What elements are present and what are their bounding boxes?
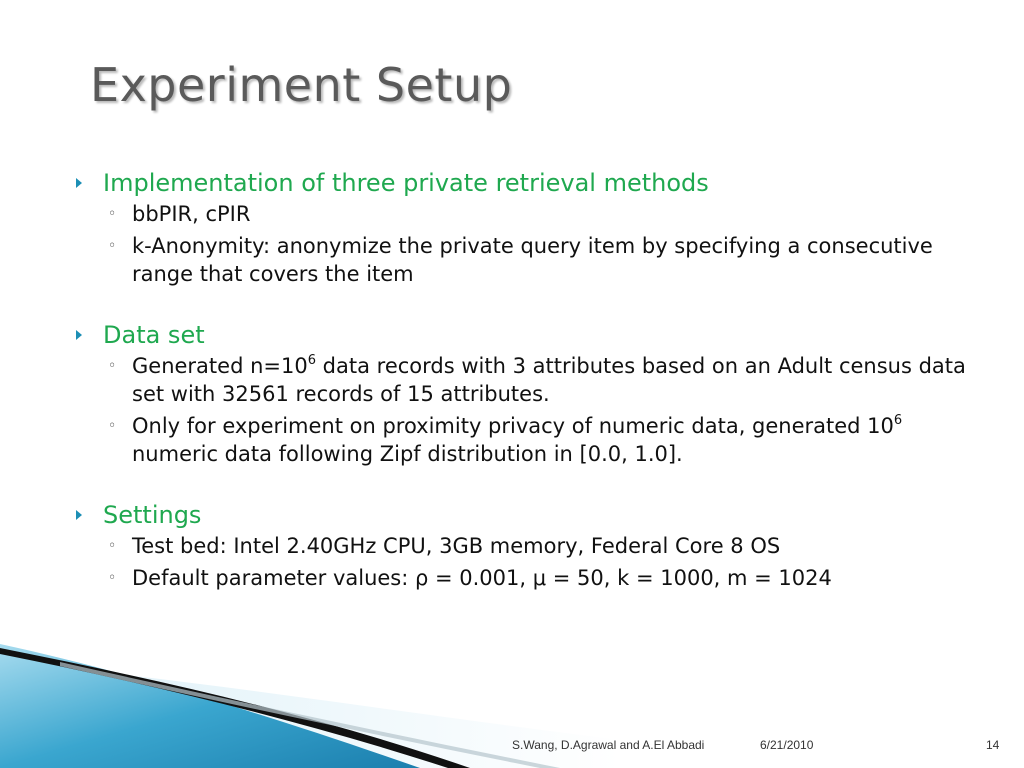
sub-bullet (72, 232, 992, 288)
sub-bullet-text-pre: Only for experiment on proximity privacy of numeric data, generated 10 (132, 414, 894, 438)
bullet-heading (72, 318, 992, 352)
sub-bullet-text: Default parameter values: ρ = 0.001, μ = 50, k = 1000, m = 1024 (132, 566, 832, 590)
superscript-exponent: 6 (307, 353, 316, 368)
footer-page-number: 14 (986, 738, 1000, 752)
sub-bullet (72, 352, 992, 408)
circle-bullet-icon: ◦ (108, 538, 117, 554)
sub-bullet-text-post: data records with 3 attributes based on an Adult census data set with 32561 records of 15 attributes. (132, 354, 966, 406)
bullet-heading (72, 166, 992, 200)
circle-bullet-icon: ◦ (108, 418, 117, 434)
heading-text: Implementation of three private retrieval methods (103, 169, 709, 197)
section-data-set (72, 318, 992, 468)
circle-bullet-icon: ◦ (108, 238, 117, 254)
circle-bullet-icon: ◦ (108, 206, 117, 222)
footer-date: 6/21/2010 (760, 738, 814, 752)
sub-bullet-text: Test bed: Intel 2.40GHz CPU, 3GB memory, Federal Core 8 OS (132, 534, 781, 558)
sub-bullet (72, 200, 992, 228)
circle-bullet-icon: ◦ (108, 358, 117, 374)
sub-bullet-text: bbPIR, cPIR (132, 202, 251, 226)
superscript-exponent: 6 (893, 413, 903, 428)
bullet-heading (72, 498, 992, 532)
sub-bullet-text-pre: Generated n=10 (132, 354, 308, 378)
heading-text: Data set (103, 321, 205, 349)
sub-bullet-text: k-Anonymity: anonymize the private query item by specifying a consecutive range that covers the item (132, 234, 933, 286)
sub-bullet (72, 564, 992, 592)
sub-bullet-text-post: numeric data following Zipf distribution in [0.0, 1.0]. (132, 442, 683, 466)
section-settings (72, 498, 992, 592)
sub-bullet (72, 532, 992, 560)
slide-content (72, 166, 992, 622)
triangle-arrow-icon (76, 330, 82, 340)
footer-authors: S.Wang, D.Agrawal and A.El Abbadi (512, 738, 705, 752)
heading-text: Settings (103, 501, 202, 529)
triangle-arrow-icon (76, 178, 82, 188)
sub-bullet (72, 412, 992, 468)
triangle-arrow-icon (76, 510, 82, 520)
circle-bullet-icon: ◦ (108, 570, 117, 586)
slide-title: Experiment Setup (90, 58, 513, 112)
section-implementation (72, 166, 992, 288)
